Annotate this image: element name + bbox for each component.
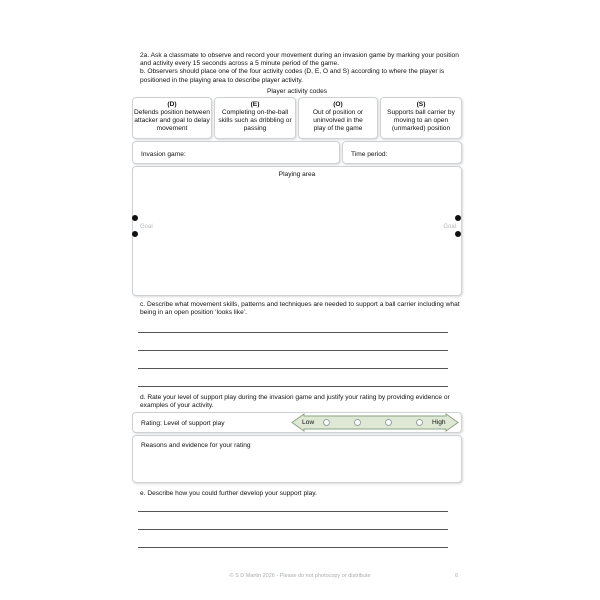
instruction-2a: 2a. Ask a classmate to observe and record your movement during an invasion game by marking your position and activity every 15 seconds across a 5 minute period of the game. bbox=[140, 52, 459, 68]
goal-post-left-bottom bbox=[132, 231, 138, 237]
code-letter: (O) bbox=[333, 101, 343, 108]
question-c: c. Describe what movement skills, patterns and techniques are needed to support a ball carrier including what being in an open position ‘looks like’. bbox=[140, 301, 460, 317]
code-box-o bbox=[298, 97, 378, 139]
time-period-label: Time period: bbox=[351, 151, 388, 158]
rating-high-label: High bbox=[432, 419, 446, 426]
rating-label: Rating: Level of support play bbox=[141, 420, 225, 427]
code-box-s bbox=[380, 97, 462, 139]
reasons-field[interactable] bbox=[132, 435, 462, 483]
code-box-e bbox=[214, 97, 296, 139]
code-letter: (D) bbox=[167, 101, 177, 108]
answer-line[interactable] bbox=[138, 368, 448, 369]
playing-area-title: Playing area bbox=[278, 171, 316, 178]
code-box-d bbox=[132, 97, 212, 139]
code-letter: (E) bbox=[250, 101, 260, 108]
question-d: d. Rate your level of support play during the invasion game and justify your rating by providing evidence or examples of your activity. bbox=[140, 394, 450, 410]
code-letter: (S) bbox=[416, 101, 426, 108]
code-description: Completing on-the-ball skills such as dribbling or passing bbox=[218, 109, 292, 132]
invasion-game-label: Invasion game: bbox=[141, 151, 186, 158]
rating-option-3[interactable] bbox=[385, 419, 392, 426]
answer-line[interactable] bbox=[138, 350, 448, 351]
playing-area[interactable] bbox=[132, 166, 462, 296]
code-description: Defends position between attacker and goal to delay movement bbox=[134, 109, 210, 132]
code-description: Out of position or uninvolved in the play of the game bbox=[312, 109, 364, 132]
copyright-footer: © S D Martin 2026 - Please do not photocopy or distribute bbox=[229, 573, 371, 579]
goal-left-label: Goal bbox=[140, 224, 153, 230]
invasion-game-field[interactable] bbox=[132, 141, 340, 164]
goal-post-right-top bbox=[455, 215, 461, 221]
goal-right-label: Goal bbox=[443, 224, 456, 230]
goal-post-left-top bbox=[132, 215, 138, 221]
rating-option-2[interactable] bbox=[354, 419, 361, 426]
answer-line[interactable] bbox=[138, 529, 448, 530]
answer-line[interactable] bbox=[138, 547, 448, 548]
reasons-label: Reasons and evidence for your rating bbox=[141, 442, 251, 449]
time-period-field[interactable] bbox=[342, 141, 462, 164]
rating-low-label: Low bbox=[302, 419, 315, 426]
answer-line[interactable] bbox=[138, 386, 448, 387]
page-number: 6 bbox=[455, 573, 459, 579]
instructions bbox=[140, 52, 465, 85]
answer-line[interactable] bbox=[138, 332, 448, 333]
activity-codes-title: Player activity codes bbox=[266, 88, 328, 95]
question-e: e. Describe how you could further develop your support play. bbox=[140, 490, 317, 497]
instruction-2b: b. Observers should place one of the four activity codes (D, E, O and S) according to where the player is positioned in the playing area to describe player activity. bbox=[140, 68, 445, 84]
code-description: Supports ball carrier by moving to an open (unmarked) position bbox=[387, 109, 455, 132]
goal-post-right-bottom bbox=[455, 231, 461, 237]
rating-option-4[interactable] bbox=[416, 419, 423, 426]
rating-option-1[interactable] bbox=[323, 419, 330, 426]
answer-line[interactable] bbox=[138, 511, 448, 512]
